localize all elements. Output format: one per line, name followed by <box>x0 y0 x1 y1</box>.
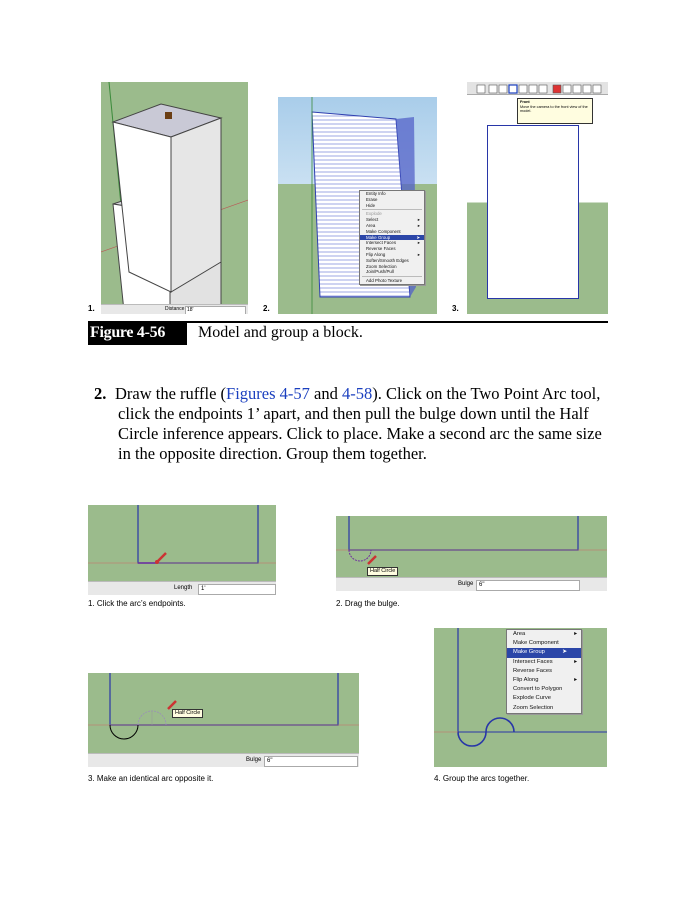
panel-caption: 2. Drag the bulge. <box>336 599 400 608</box>
zoom-icon <box>573 85 581 93</box>
back-view-icon <box>529 85 537 93</box>
context-menu[interactable] <box>359 190 425 285</box>
right-view-icon <box>519 85 527 93</box>
panel-caption: 4. Group the arcs together. <box>434 774 530 783</box>
panel-caption: 3. Make an identical arc opposite it. <box>88 774 214 783</box>
step-number: 2. <box>94 384 107 403</box>
menu-item[interactable]: Make Component <box>513 640 559 647</box>
half-circle-inference-tooltip: Half Circle <box>367 567 398 576</box>
figure-link-4-58[interactable]: 4-58 <box>341 384 373 403</box>
menu-item[interactable]: Explode Curve <box>513 695 552 702</box>
figure-link-4-57[interactable]: Figures 4-57 <box>226 384 310 403</box>
pan-icon <box>563 85 571 93</box>
menu-separator <box>362 209 422 210</box>
menu-item[interactable]: Intersect Faces ▸ <box>366 240 420 246</box>
menu-item[interactable]: Convert to Polygon <box>513 686 563 693</box>
vcb-label: Distance <box>165 306 185 312</box>
vcb-label: Bulge <box>246 757 262 763</box>
menu-item-make-group[interactable]: Make Group ➤ <box>360 235 424 241</box>
menu-item[interactable]: Hide <box>366 202 376 208</box>
fig-4-56-panel-1 <box>101 82 248 314</box>
front-view-icon <box>509 85 517 93</box>
panel-caption: 1. Click the arc’s endpoints. <box>88 599 186 608</box>
vcb-length <box>88 581 276 595</box>
submenu-arrow-icon: ▸ <box>417 222 420 228</box>
half-circle-inference-tooltip: Half Circle <box>172 709 203 718</box>
menu-item[interactable]: Join/Push/Pull <box>366 269 394 275</box>
fig-4-56-panel-3 <box>467 82 608 314</box>
camera-toolbar <box>467 82 608 95</box>
context-menu[interactable] <box>506 629 582 714</box>
iso-view-icon <box>477 85 485 93</box>
vcb-bulge <box>88 753 359 767</box>
menu-separator <box>362 276 422 277</box>
panel-number: 3. <box>452 304 459 313</box>
menu-item[interactable]: Soften/Smooth Edges <box>366 257 409 263</box>
fig-4-57-panel-3 <box>88 673 359 767</box>
figure-label-text: Figure 4-56 <box>90 324 166 341</box>
submenu-arrow-icon: ▸ <box>574 658 577 665</box>
menu-item-make-group[interactable]: Make Group ➤ <box>507 648 581 657</box>
left-view-icon <box>539 85 547 93</box>
vcb-value-field[interactable]: 6" <box>476 580 580 591</box>
vcb-value-field[interactable]: 6" <box>264 756 358 767</box>
menu-item[interactable]: Make Component <box>366 228 401 234</box>
submenu-arrow-icon: ▸ <box>417 240 420 246</box>
vcb-distance <box>101 304 248 314</box>
zoom-window-icon <box>583 85 591 93</box>
panel-number: 1. <box>88 304 95 313</box>
walk-icon <box>553 85 561 93</box>
tooltip-body: Move the camera to the front view of the model. <box>520 104 588 114</box>
fig-4-57-panel-1 <box>88 505 276 595</box>
fig-4-57-panel-2 <box>336 516 607 591</box>
step-text: Draw the ruffle (Figures 4-57 and 4-58). Click on the Two Point Arc tool, click the endpoints 1’ apart, and then pull the bulge down until the Half Circle inference appears. Click to place. Make a second arc the same size in the opposite direction. Group them together. <box>115 384 602 463</box>
menu-item[interactable]: Flip Along ▸ <box>366 251 420 257</box>
menu-item[interactable]: Reverse Faces <box>366 246 396 252</box>
panel-number: 2. <box>263 304 270 313</box>
submenu-arrow-icon: ▸ <box>574 677 577 684</box>
front-face <box>487 125 579 299</box>
vcb-bulge <box>336 577 607 591</box>
vcb-value-field[interactable]: 18' <box>185 306 246 314</box>
menu-item[interactable]: Intersect Faces ▸ <box>507 658 581 667</box>
fig-4-56-panel-2 <box>278 97 437 314</box>
menu-item[interactable]: Erase <box>366 196 378 202</box>
figure-caption: Model and group a block. <box>198 324 363 341</box>
vcb-label: Length <box>174 585 193 591</box>
menu-item[interactable]: Entity Info <box>366 191 386 196</box>
orbit-icon <box>499 85 507 93</box>
vcb-value-field[interactable]: 1' <box>198 584 276 595</box>
arc-tool-cursor-icon <box>368 556 376 564</box>
submenu-arrow-icon: ▸ <box>574 631 577 637</box>
menu-item[interactable]: Add Photo Texture <box>366 278 403 284</box>
menu-item[interactable]: Explode <box>366 211 382 217</box>
arc-tool-cursor-icon <box>168 701 176 709</box>
front-view-tooltip <box>517 98 593 124</box>
arc-tool-cursor-icon <box>155 553 166 564</box>
menu-item[interactable]: Zoom Selection <box>366 263 397 269</box>
step-2 <box>94 384 614 464</box>
menu-item[interactable]: Area ▸ <box>507 630 581 639</box>
mouse-pointer-icon: ➤ <box>416 234 420 240</box>
mouse-pointer-icon: ➤ <box>562 649 567 656</box>
menu-item[interactable]: Area ▸ <box>366 222 420 228</box>
top-view-icon <box>489 85 497 93</box>
fig-4-57-panel-4 <box>434 628 607 767</box>
menu-item[interactable]: Zoom Selection <box>513 704 554 711</box>
submenu-arrow-icon: ▸ <box>417 251 420 257</box>
tooltip-title: Front <box>520 100 530 104</box>
zoom-extents-icon <box>593 85 601 93</box>
menu-item[interactable]: Flip Along ▸ <box>507 676 581 685</box>
submenu-arrow-icon: ▸ <box>417 217 420 223</box>
menu-item[interactable]: Select ▸ <box>366 217 420 223</box>
vcb-label: Bulge <box>458 581 474 587</box>
menu-item[interactable]: Reverse Faces <box>513 667 552 674</box>
